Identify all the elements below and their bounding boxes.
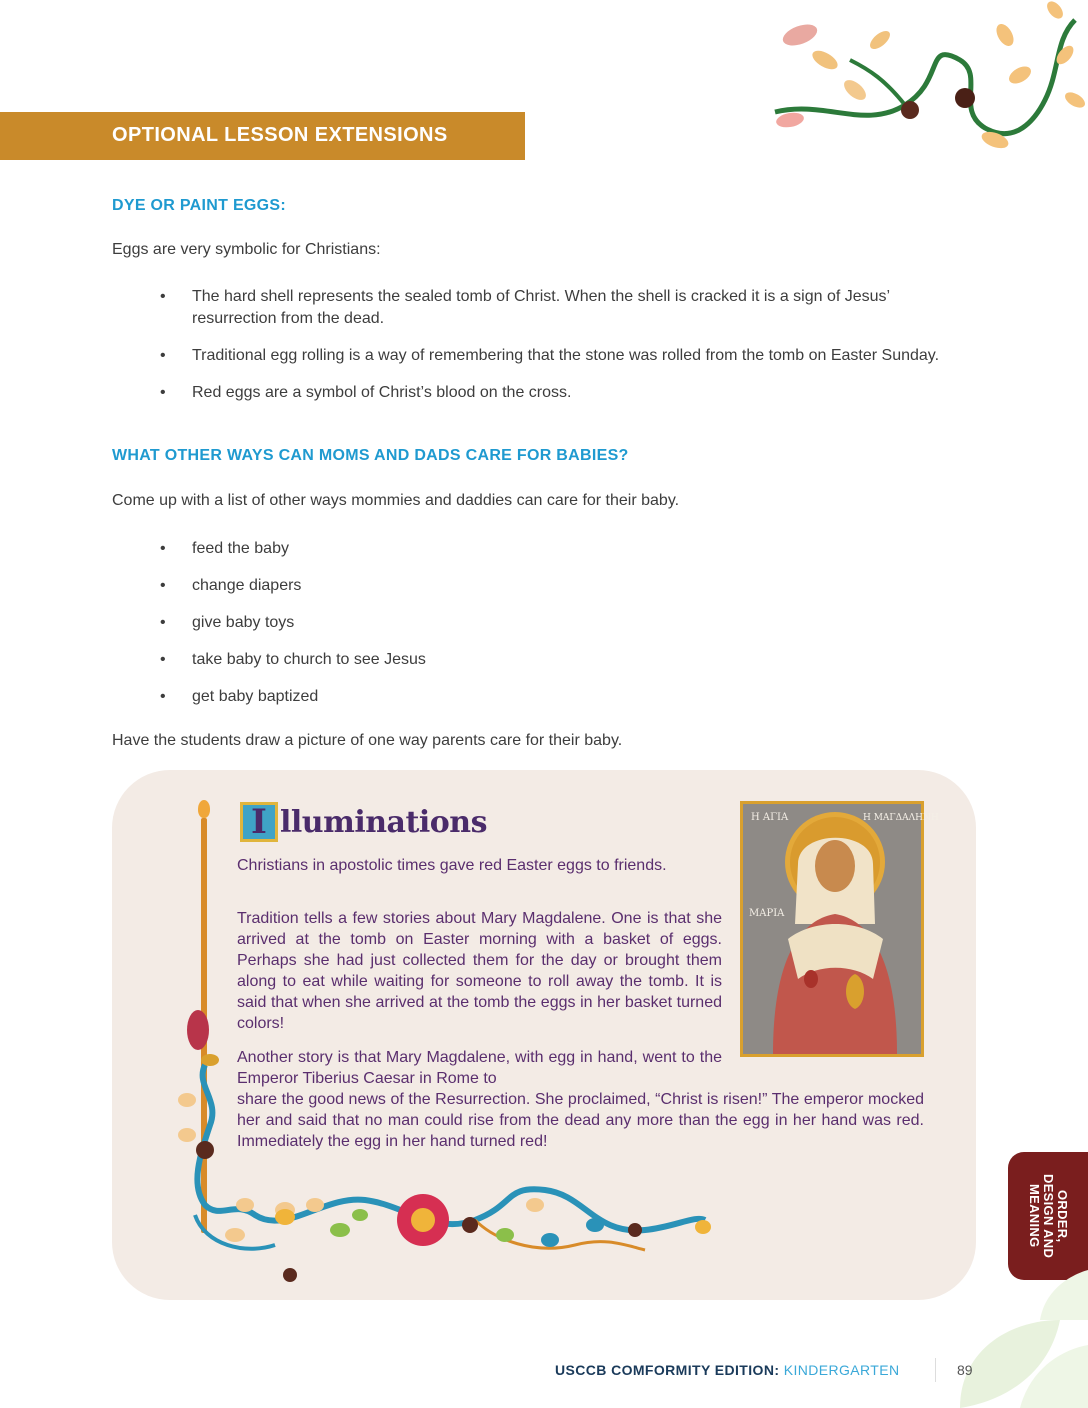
list-item: • give baby toys bbox=[112, 612, 978, 634]
candle-flame-icon bbox=[198, 800, 210, 818]
care-list bbox=[112, 538, 978, 708]
list-item: • Traditional egg rolling is a way of remembering that the stone was rolled from the tomb on Easter Sunday. bbox=[112, 345, 978, 367]
footer-edition: USCCB COMFORMITY EDITION: bbox=[555, 1362, 780, 1378]
illum-paragraph-1: Christians in apostolic times gave red Easter eggs to friends. bbox=[237, 857, 667, 874]
list-item: • change diapers bbox=[112, 575, 978, 597]
heading-dye-eggs: DYE OR PAINT EGGS: bbox=[112, 197, 287, 214]
section-banner: OPTIONAL LESSON EXTENSIONS bbox=[0, 112, 525, 160]
intro-care: Come up with a list of other ways mommies and daddies can care for their baby. bbox=[112, 492, 680, 509]
illum-paragraph-2: Tradition tells a few stories about Mary Magdalene. One is that she arrived at the tomb on Easter morning with a basket of eggs. Perhaps she had just collected them for the day or brought them along to eat while waiting for someone to roll away the tomb. It is said that when she arrived at the tomb the eggs in her basket turned colors! bbox=[237, 910, 722, 1032]
icon-inscription-right: Η ΜΑΓΔΑΛΗΝΗ bbox=[863, 813, 939, 823]
footer bbox=[555, 1362, 900, 1378]
list-item: • get baby baptized bbox=[112, 686, 978, 708]
list-item: • Red eggs are a symbol of Christ’s blood on the cross. bbox=[112, 382, 978, 404]
list-item: • feed the baby bbox=[112, 538, 978, 560]
icon-inscription-left2: ΜΑΡΙΑ bbox=[749, 908, 785, 919]
list-item: • The hard shell represents the sealed tomb of Christ. When the shell is cracked it is a sign of Jesus’ resurrection from the dead. bbox=[112, 286, 978, 330]
illum-paragraph-3b: share the good news of the Resurrection. She proclaimed, “Christ is risen!” The emperor mocked her and said that no man could rise from the dead any more than the egg in her hand was red. Immediately the egg in her hand turned red! bbox=[237, 1091, 924, 1150]
mary-magdalene-icon-image bbox=[740, 801, 939, 1057]
illuminations-title bbox=[240, 800, 487, 844]
list-item: • take baby to church to see Jesus bbox=[112, 649, 978, 671]
leaf-watermark-icon bbox=[940, 1260, 1088, 1408]
intro-eggs: Eggs are very symbolic for Christians: bbox=[112, 241, 381, 258]
heading-care-babies: WHAT OTHER WAYS CAN MOMS AND DADS CARE FOR BABIES? bbox=[112, 447, 629, 464]
side-tab-label: ORDER, DESIGN AND MEANING bbox=[1027, 1173, 1070, 1259]
dropcap: I bbox=[240, 802, 278, 842]
floral-vine-decoration bbox=[175, 1005, 735, 1290]
title-word: lluminations bbox=[280, 804, 487, 840]
egg-symbol-list bbox=[112, 286, 978, 404]
icon-inscription-left: Η ΑΓΙΑ bbox=[751, 812, 789, 823]
footer-grade: KINDERGARTEN bbox=[783, 1362, 900, 1378]
illum-paragraph-3a: Another story is that Mary Magdalene, with egg in hand, went to the Emperor Tiberius Caesar in Rome to bbox=[237, 1049, 722, 1087]
outro-draw: Have the students draw a picture of one way parents care for their baby. bbox=[112, 732, 623, 749]
footer-divider bbox=[935, 1358, 936, 1382]
bee-icon bbox=[275, 1209, 295, 1225]
vine-decoration bbox=[755, 0, 1088, 165]
page-number: 89 bbox=[957, 1362, 973, 1378]
